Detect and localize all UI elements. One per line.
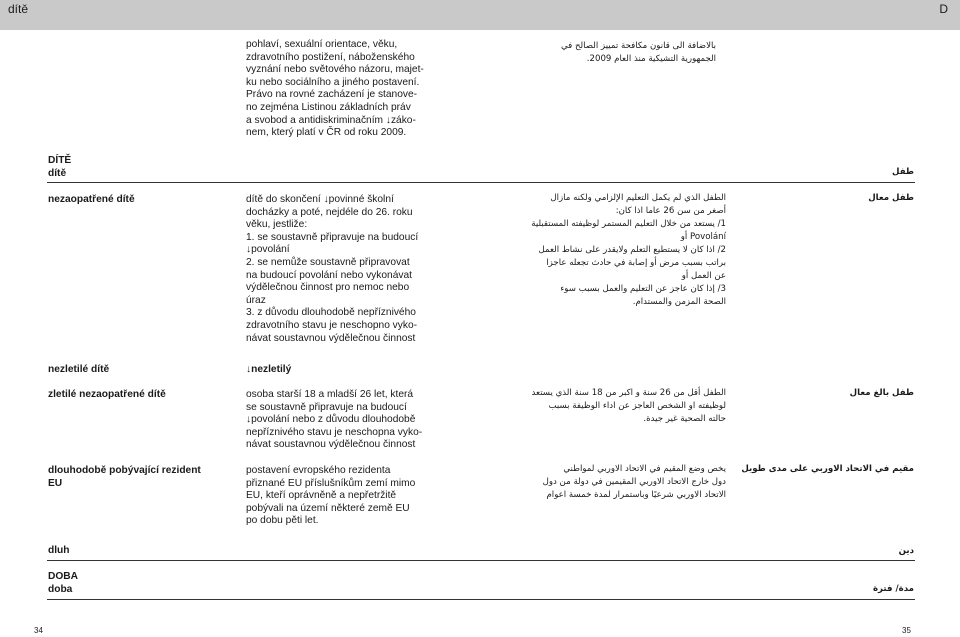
header-left: dítě	[8, 2, 29, 16]
entry-definition: dítě do skončení ↓povinné školní docházky a poté, nejdéle do 26. roku věku, jestliže: 1. se soustavně připravuje na budoucí ↓povolání 2. se nemůže soustavně připravovat na budoucí povolání nebo vykonávat výdělečnou činnost pro nemoc nebo úraz 3. z důvodu dlouhodobě nepříznivého zdravotního stavu je neschopno vyko- návat soustavnou výdělečnou činnost	[246, 194, 419, 344]
entry-term: dlouhodobě pobývající rezident EU	[48, 465, 201, 489]
entry-arabic-term: طفل معال	[868, 193, 914, 203]
dluh-term: dluh	[48, 545, 70, 556]
doba-divider	[47, 599, 915, 600]
header-right: D	[939, 2, 948, 16]
page-header-bar	[0, 0, 960, 30]
section-divider	[47, 182, 915, 183]
dluh-divider	[47, 560, 915, 561]
intro-arabic: بالاضافة الى قانون مكافحة تمييز الصالح في الجمهورية التشيكية منذ العام 2009.	[560, 41, 716, 64]
entry-definition: osoba starší 18 a mladší 26 let, která se soustavně připravuje na budoucí ↓povolání nebo z důvodu dlouhodobě nepříznivého stavu je neschopna vyko- návat soustavnou výdělečnou činnost	[246, 389, 423, 451]
doba-arabic: مدة/ فترة	[872, 584, 914, 594]
section-title-arabic: طفل	[892, 167, 914, 177]
intro-czech: pohlaví, sexuální orientace, věku, zdravotního postižení, náboženského vyznání nebo světového názoru, majet- ku nebo sociálního a jiného postavení. Právo na rovné zacházení je stanove- no zejména Listinou základních práv a svobod a antidiskriminačním ↓záko- nem, který platí v ČR od roku 2009.	[246, 39, 424, 139]
doba-lower: doba	[48, 584, 73, 595]
entry-arabic-definition: يخص وضع المقيم في الاتحاد الاوربي لمواطني دول خارج الاتحاد الاوربي المقيمين في دولة من دول الاتحاد الاوربي شرعيًا وباستمرار لمدة خمسة اعوام	[542, 464, 726, 500]
page-number-left: 34	[34, 626, 43, 635]
entry-term: nezaopatřené dítě	[48, 194, 135, 205]
entry-term: nezletilé dítě	[48, 364, 110, 375]
section-title-upper: DÍTĚ	[48, 155, 72, 166]
entry-arabic-term: مقيم في الاتحاد الاوربي على مدى طويل	[741, 464, 914, 474]
entry-term: zletilé nezaopatřené dítě	[48, 389, 166, 400]
doba-upper: DOBA	[48, 571, 78, 582]
entry-definition: ↓nezletilý	[246, 364, 292, 375]
entry-definition: postavení evropského rezidenta přiznané EU příslušníkům zemí mimo EU, kteří oprávněně a nepřetržitě pobývali na území některé země EU po dobu pěti let.	[246, 465, 416, 527]
section-title-lower: dítě	[48, 168, 67, 179]
entry-arabic-term: طفل بالغ معال	[849, 388, 914, 398]
dluh-arabic: دين	[898, 546, 914, 556]
entry-arabic-definition: الطفل الذي لم يكمل التعليم الإلزامي ولكنه مازال أصغر من سن 26 عاما اذا كان: 1/ يستعد من خلال التعليم المستمر لوظيفته المستقبلية Povolání أو 2/ اذا كان لا يستطيع التعلم ولايقدر على نشاط العمل براتب بسبب مرض أو إصابة في حادث تجعله عاجزا عن العمل أو 3/ إذا كان عاجز عن التعليم والعمل بسبب سوء الصحة المزمن والمستدام.	[531, 193, 726, 307]
page-number-right: 35	[902, 626, 911, 635]
entry-arabic-definition: الطفل أقل من 26 سنة و اكبر من 18 سنة الذي يستعد لوظيفته او الشخص العاجز عن اداء الوظيفة بسبب حالته الصحية غير جيدة.	[531, 388, 726, 424]
